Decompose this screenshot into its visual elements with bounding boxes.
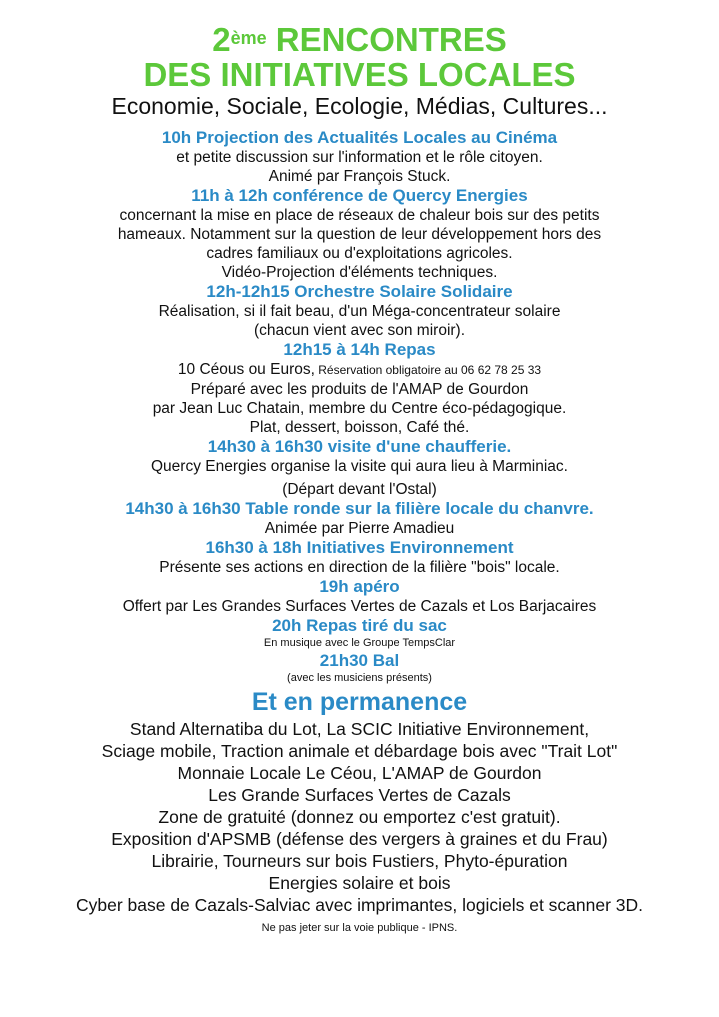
event-chanvre — [0, 499, 719, 538]
event-line: Quercy Energies organise la visite qui aura lieu à Marminiac. — [151, 458, 568, 475]
permanence-item: Stand Alternatiba du Lot, La SCIC Initiative Environnement, — [129, 719, 590, 739]
event-chaufferie — [0, 437, 719, 499]
event-head: 11h à 12h conférence de Quercy Energies — [191, 186, 528, 205]
permanence-item: Energies solaire et bois — [268, 873, 451, 893]
title-line-1: 2ème RENCONTRES — [212, 21, 507, 58]
permanence-item: Librairie, Tourneurs sur bois Fustiers, Phyto-épuration — [151, 851, 568, 871]
event-head: 10h Projection des Actualités Locales au Cinéma — [161, 128, 558, 147]
event-repas-sac — [0, 616, 719, 651]
event-head: 14h30 à 16h30 Table ronde sur la filière locale du chanvre. — [125, 499, 594, 518]
permanence-item: Cyber base de Cazals-Salviac avec imprimantes, logiciels et scanner 3D. — [75, 895, 644, 915]
event-head: 19h apéro — [319, 577, 400, 596]
permanence-item: Monnaie Locale Le Céou, L'AMAP de Gourdon — [177, 763, 542, 783]
event-line: Préparé avec les produits de l'AMAP de Gourdon — [190, 381, 529, 398]
event-line: Animé par François Stuck. — [268, 168, 451, 185]
price: 10 Céous ou Euros, — [177, 361, 315, 378]
permanence-item: Les Grande Surfaces Vertes de Cazals — [208, 785, 511, 805]
permanence-title: Et en permanence — [251, 688, 468, 716]
event-small: En musique avec le Groupe TempsClar — [263, 637, 456, 649]
event-line: Offert par Les Grandes Surfaces Vertes de Cazals et Los Barjacaires — [122, 598, 597, 615]
event-head: 21h30 Bal — [319, 651, 400, 670]
event-price-line — [0, 360, 719, 380]
event-head: 16h30 à 18h Initiatives Environnement — [205, 538, 514, 557]
event-head: 12h-12h15 Orchestre Solaire Solidaire — [206, 282, 513, 301]
event-line: Animée par Pierre Amadieu — [264, 520, 455, 537]
event-projection — [0, 128, 719, 186]
permanence-list — [0, 718, 719, 916]
event-line: Plat, dessert, boisson, Café thé. — [249, 419, 470, 436]
event-line: par Jean Luc Chatain, membre du Centre éco-pédagogique. — [152, 400, 567, 417]
event-line: (Départ devant l'Ostal) — [282, 481, 437, 498]
event-line: (chacun vient avec son miroir). — [253, 322, 466, 339]
event-line: et petite discussion sur l'information et le rôle citoyen. — [176, 149, 543, 166]
event-line: hameaux. Notamment sur la question de leur développement hors des — [117, 226, 602, 243]
event-line: Vidéo-Projection d'éléments techniques. — [221, 264, 498, 281]
event-small: (avec les musiciens présents) — [287, 672, 432, 684]
event-head: 20h Repas tiré du sac — [272, 616, 447, 635]
permanence-item: Zone de gratuité (donnez ou emportez c'est gratuit). — [158, 807, 561, 827]
event-line: Réalisation, si il fait beau, d'un Méga-concentrateur solaire — [158, 303, 561, 320]
event-head: 14h30 à 16h30 visite d'une chaufferie. — [207, 437, 512, 456]
event-environnement — [0, 538, 719, 577]
permanence-item: Sciage mobile, Traction animale et débardage bois avec "Trait Lot" — [101, 741, 618, 761]
event-repas — [0, 340, 719, 437]
event-head: 12h15 à 14h Repas — [283, 340, 436, 359]
event-apero — [0, 577, 719, 616]
subtitle: Economie, Sociale, Ecologie, Médias, Cultures... — [111, 93, 608, 119]
permanence-item: Exposition d'APSMB (défense des vergers à graines et du Frau) — [111, 829, 608, 849]
event-bal — [0, 651, 719, 686]
title-line-2: DES INITIATIVES LOCALES — [143, 56, 576, 93]
event-line: Présente ses actions en direction de la filière "bois" locale. — [159, 559, 560, 576]
event-conference — [0, 186, 719, 282]
reservation: Réservation obligatoire au 06 62 78 25 33 — [314, 363, 542, 377]
event-line: concernant la mise en place de réseaux de chaleur bois sur des petits — [119, 207, 600, 224]
event-orchestre — [0, 282, 719, 340]
event-line: cadres familiaux ou d'exploitations agricoles. — [206, 245, 513, 262]
footer-note: Ne pas jeter sur la voie publique - IPNS. — [261, 922, 458, 934]
